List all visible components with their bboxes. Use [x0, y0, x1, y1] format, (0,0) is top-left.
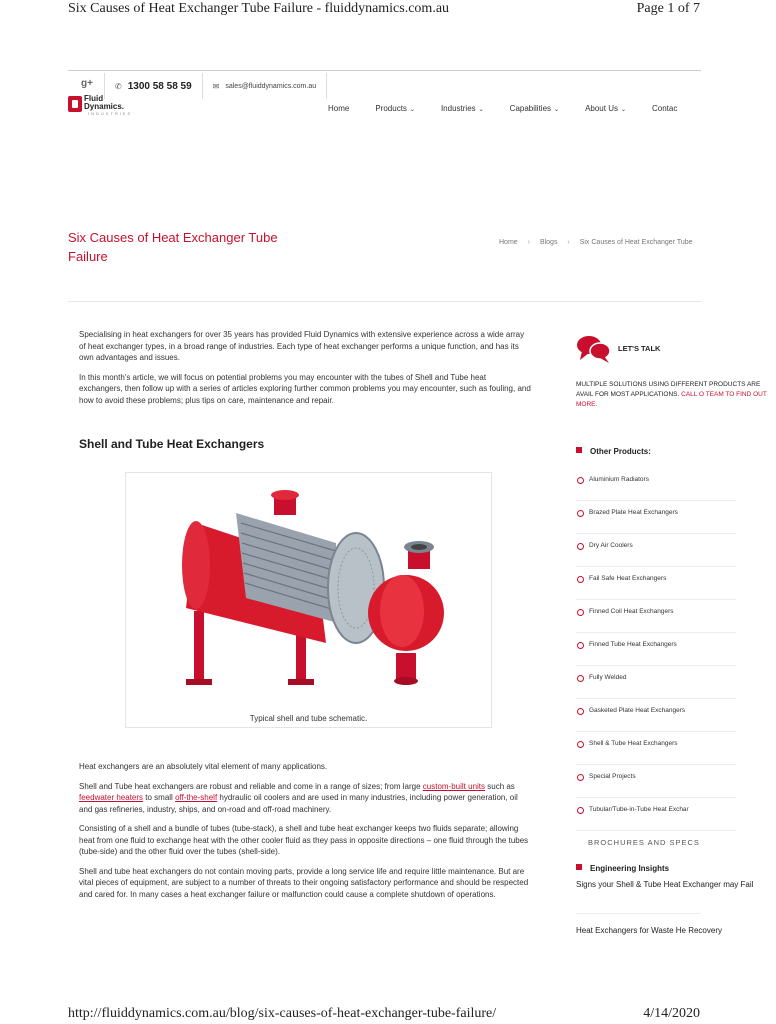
other-products-label: Other Products: — [590, 447, 651, 456]
circle-arrow-icon — [577, 675, 584, 682]
chevron-right-icon: › — [527, 239, 530, 246]
nav-capabilities[interactable] — [510, 104, 559, 113]
print-header — [68, 0, 700, 22]
nav-home-label: Home — [328, 104, 350, 113]
nav-contact[interactable] — [652, 104, 677, 113]
article-intro-2: In this month's article, we will focus on potential problems you may encounter with the tubes of Shell and Tube heat exchangers, then follow up with a series of articles exploring further common problems you may encounter, such as fouling, and how to avoid these problems; plus tips on care, maintenance and repair. — [79, 372, 531, 405]
feedwater-heaters-link[interactable]: feedwater heaters — [79, 793, 144, 802]
circle-arrow-icon — [577, 642, 584, 649]
figure-caption: Typical shell and tube schematic. — [249, 714, 368, 723]
email-address: sales@fluiddynamics.com.au — [225, 82, 317, 90]
phone-link[interactable] — [104, 73, 202, 99]
product-item-label: Gasketed Plate Heat Exchangers — [589, 707, 686, 714]
article-figure — [125, 472, 492, 728]
product-item-label: Brazed Plate Heat Exchangers — [589, 509, 678, 516]
nav-products-label: Products — [375, 104, 407, 113]
product-item-label: Aluminium Radiators — [589, 476, 649, 483]
title-divider — [68, 301, 701, 302]
circle-arrow-icon — [577, 807, 584, 814]
nav-industries[interactable] — [441, 104, 484, 113]
p4-text-b: such as — [485, 781, 515, 791]
circle-arrow-icon — [577, 477, 584, 484]
product-item-label: Tubular/Tube-in-Tube Heat Exchar — [589, 806, 689, 813]
top-divider — [68, 70, 701, 71]
lets-talk-label: LET'S TALK — [618, 344, 661, 353]
chevron-down-icon: ⌄ — [478, 107, 484, 113]
insight-link-1[interactable]: Signs your Shell & Tube Heat Exchanger may Fail — [576, 880, 754, 889]
product-list — [576, 468, 736, 831]
circle-arrow-icon — [577, 576, 584, 583]
other-products-heading — [576, 447, 651, 456]
logo-text-line2: Dynamics. — [84, 102, 125, 111]
breadcrumb-current: Six Causes of Heat Exchanger Tube — [579, 239, 693, 246]
product-item[interactable] — [576, 699, 736, 732]
breadcrumb-blogs[interactable]: Blogs — [539, 239, 558, 246]
product-item[interactable] — [576, 501, 736, 534]
circle-arrow-icon — [577, 741, 584, 748]
custom-built-units-link[interactable]: custom-built units — [422, 781, 486, 791]
product-item[interactable] — [576, 600, 736, 633]
product-item-label: Shell & Tube Heat Exchangers — [589, 740, 678, 747]
product-item[interactable] — [576, 666, 736, 699]
product-item[interactable] — [576, 798, 736, 831]
p4-text-a: Shell and Tube heat exchangers are robust and reliable and come in a range of sizes; from large — [79, 781, 423, 791]
product-item[interactable] — [576, 765, 736, 798]
contact-bar — [104, 73, 327, 99]
breadcrumb — [499, 239, 693, 246]
chevron-down-icon: ⌄ — [554, 107, 560, 113]
engineering-insights-heading — [576, 864, 669, 873]
logo-tagline: INDUSTRIES — [88, 111, 133, 116]
insight-divider — [576, 913, 701, 914]
chevron-down-icon: ⌄ — [409, 107, 415, 113]
nav-about-us-label: About Us — [585, 104, 618, 113]
phone-icon: ✆ — [115, 81, 122, 91]
product-item[interactable] — [576, 732, 736, 765]
product-item[interactable] — [576, 567, 736, 600]
sidebar — [576, 329, 767, 1019]
p4-text-c: to small — [143, 793, 176, 802]
chevron-right-icon: › — [567, 239, 570, 246]
product-item[interactable] — [576, 633, 736, 666]
logo-text-line1: Fluid — [84, 94, 104, 103]
product-item-label: Finned Coil Heat Exchangers — [589, 608, 674, 615]
print-title: Six Causes of Heat Exchanger Tube Failure - fluiddynamics.com.au — [68, 1, 450, 16]
product-item[interactable] — [576, 468, 736, 501]
product-item-label: Fully Welded — [589, 674, 627, 681]
section-heading: Shell and Tube Heat Exchangers — [79, 437, 265, 451]
nav-home[interactable] — [328, 104, 349, 113]
print-url: http://fluiddynamics.com.au/blog/six-causes-of-heat-exchanger-tube-failure/ — [68, 1006, 497, 1021]
article-paragraph-6: Shell and tube heat exchangers do not contain moving parts, provide a long service life and require little maintenance. But are vital pieces of equipment, are subject to a number of threats to their ongoing satisfactory performance and should be respected and cared for. In many cases a heat exchanger failure or malfunction could cause a complete shutdown of operations. — [79, 866, 529, 899]
print-page-number: Page 1 of 7 — [636, 1, 700, 16]
article-paragraph-3: Heat exchangers are an absolutely vital element of many applications. — [79, 762, 328, 771]
p4-text-d: hydraulic oil coolers and are used in many industries, including power generation, oil and gas refineries, industry, ships, and on-road and off-road machinery. — [79, 793, 518, 814]
product-item-label: Dry Air Coolers — [589, 542, 633, 549]
chat-bubbles-icon — [576, 334, 612, 364]
product-item-label: Fail Safe Heat Exchangers — [589, 575, 667, 582]
main-nav — [328, 104, 703, 113]
insight-link-2[interactable]: Heat Exchangers for Waste He Recovery — [576, 926, 722, 935]
nav-about-us[interactable] — [585, 104, 626, 113]
article-paragraph-5: Consisting of a shell and a bundle of tubes (tube-stack), a shell and tube heat exchanger keeps two fluids separate; allowing heat from one fluid to exchange heat with the other cooler fluid as they pass in opposite directions – one fluid through the tubes (tube-side) and the other fluid over the tubes (shell-side). — [79, 824, 529, 856]
nav-contact-label: Contac — [652, 104, 678, 113]
circle-arrow-icon — [577, 510, 584, 517]
nav-products[interactable] — [375, 104, 415, 113]
product-item-label: Finned Tube Heat Exchangers — [589, 641, 677, 648]
circle-arrow-icon — [577, 543, 584, 550]
nav-industries-label: Industries — [440, 104, 476, 113]
circle-arrow-icon — [577, 609, 584, 616]
lets-talk-cta[interactable]: CALL O TEAM TO FIND OUT MORE. — [576, 391, 767, 408]
google-plus-icon[interactable]: g+ — [81, 78, 93, 89]
product-item[interactable] — [576, 534, 736, 567]
square-bullet-icon — [576, 447, 582, 453]
print-date: 4/14/2020 — [643, 1006, 700, 1021]
square-bullet-icon — [576, 864, 582, 870]
lets-talk-widget[interactable] — [576, 334, 661, 369]
phone-number: 1300 58 58 59 — [127, 80, 192, 92]
engineering-insights-label: Engineering Insights — [590, 864, 670, 873]
article-paragraph-4 — [79, 781, 531, 816]
lets-talk-text — [576, 380, 776, 410]
web-page — [68, 70, 767, 1000]
circle-arrow-icon — [577, 774, 584, 781]
article-body — [79, 329, 531, 899]
product-item-label: Special Projects — [589, 773, 636, 780]
circle-arrow-icon — [577, 708, 584, 715]
article-intro-1: Specialising in heat exchangers for over 35 years has provided Fluid Dynamics with extensive experience across a wide array of heat exchanger types, in a broad range of industries. Each type of heat exchanger performs a unique function, and has its own advantages and issues. — [79, 330, 525, 362]
chevron-down-icon: ⌄ — [620, 107, 626, 113]
logo-mark-icon — [68, 96, 82, 112]
article-body-continued — [79, 761, 531, 908]
breadcrumb-home[interactable]: Home — [499, 239, 518, 246]
off-the-shelf-link[interactable]: off-the-shelf — [175, 793, 218, 802]
brochures-link[interactable]: BROCHURES AND SPECS — [588, 838, 700, 847]
lets-talk-body: MULTIPLE SOLUTIONS USING DIFFERENT PRODUCTS ARE AVAIL FOR MOST APPLICATIONS. — [576, 381, 761, 398]
envelope-icon: ✉ — [212, 81, 220, 91]
page-title: Six Causes of Heat Exchanger Tube Failure — [68, 230, 278, 264]
nav-capabilities-label: Capabilities — [509, 104, 552, 113]
email-link[interactable] — [202, 73, 327, 99]
heat-exchanger-image — [166, 483, 451, 705]
